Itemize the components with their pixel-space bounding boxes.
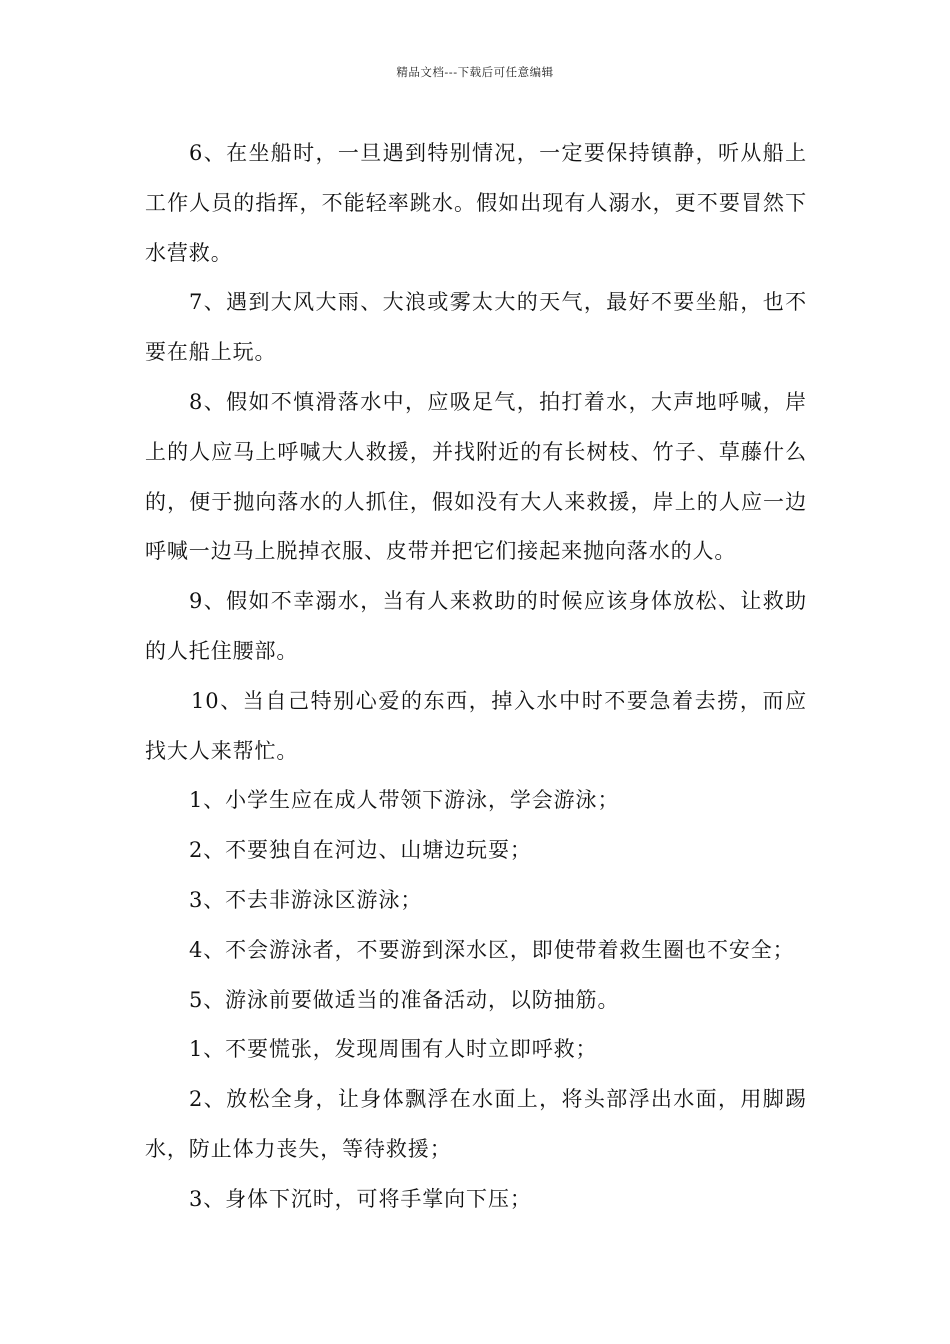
list-item-no-unsafe-areas: 3、不去非游泳区游泳； [189,887,423,912]
list-item-warm-up: 5、游泳前要做适当的准备活动，以防抽筋。 [189,987,620,1012]
list-item-deep-water: 4、不会游泳者，不要游到深水区，即使带着救生圈也不安全； [189,937,795,962]
list-item-press-palms-down: 3、身体下沉时，可将手掌向下压； [189,1186,532,1211]
list-item-float-and-kick: 2、放松全身，让身体飘浮在水面上，将头部浮出水面，用脚踢水，防止体力丧失，等待救援； [145,1087,807,1161]
paragraph-7-bad-weather: 7、遇到大风大雨、大浪或雾太大的天气，最好不要坐船，也不要在船上玩。 [145,290,807,365]
paragraph-9-drowning-rescue: 9、假如不幸溺水，当有人来救助的时候应该身体放松、让救助的人托住腰部。 [145,589,807,663]
list-item-call-for-help: 1、不要慌张，发现周围有人时立即呼救； [189,1037,598,1062]
paragraph-6-boat-safety: 6、在坐船时，一旦遇到特别情况，一定要保持镇静，听从船上工作人员的指挥，不能轻率跳水。假如出现有人溺水，更不要冒然下水营救。 [145,141,807,265]
paragraph-10-dropped-items: 10、当自己特别心爱的东西，掉入水中时不要急着去捞，而应找大人来帮忙。 [145,688,807,763]
page-header: 精品文档---下载后可任意编辑 [396,65,554,79]
list-item-swim-with-adult: 1、小学生应在成人带领下游泳，学会游泳； [189,788,620,813]
document-body [145,129,807,1225]
paragraph-8-falling-in-water: 8、假如不慎滑落水中，应吸足气，拍打着水，大声地呼喊，岸上的人应马上呼喊大人救援，并找附近的有长树枝、竹子、草藤什么的，便于抛向落水的人抓住，假如没有大人来救援，岸上的人应一边呼喊一边马上脱掉衣服、皮带并把它们接起来抛向落水的人。 [145,389,807,564]
list-item-no-playing-alone: 2、不要独自在河边、山塘边玩耍； [189,838,532,863]
